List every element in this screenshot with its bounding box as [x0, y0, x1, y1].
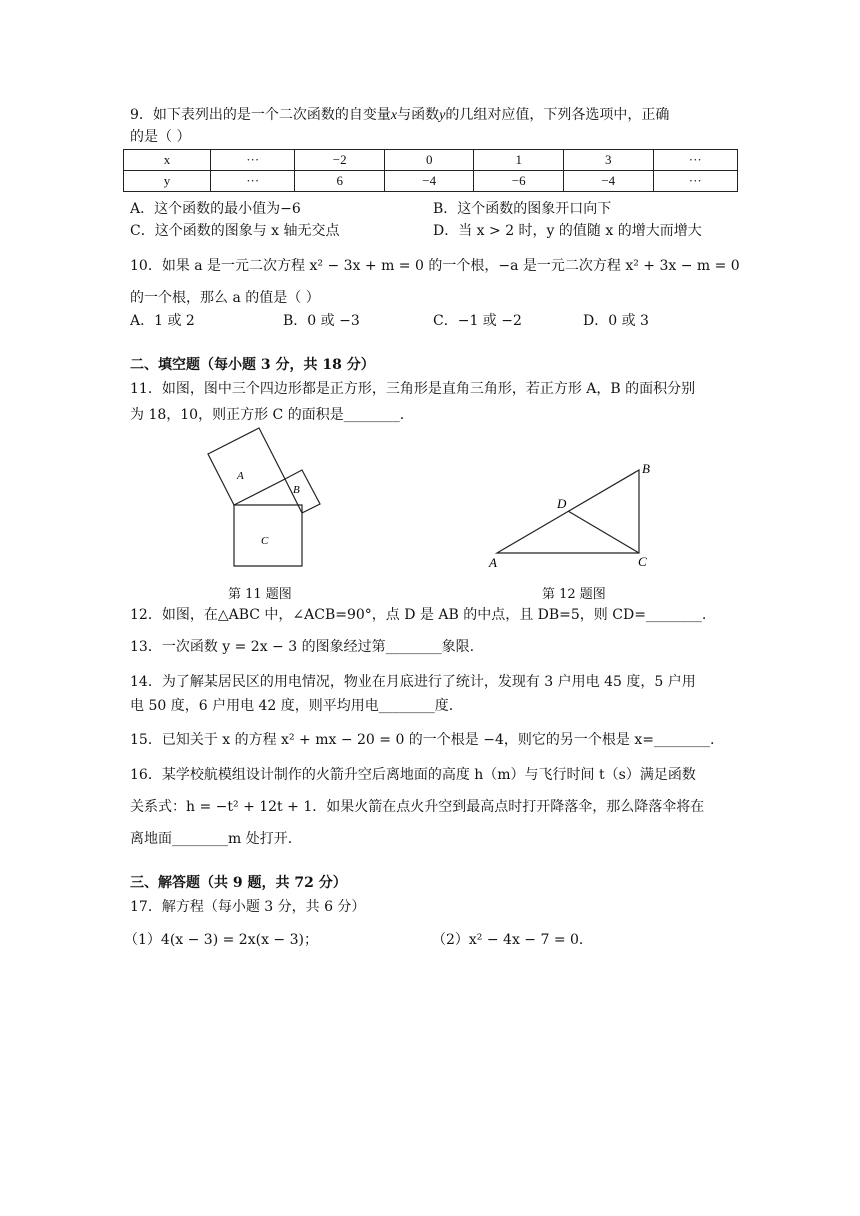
label-a: A — [237, 470, 244, 482]
q10-option-d: D．0 或 3 — [583, 313, 649, 329]
q16-line2: 关系式：h = −t² + 12t + 1．如果火箭在点火升空到最高点时打开降落伞，那么降落伞将在 — [130, 799, 705, 815]
q9-line2: 的是（ ） — [130, 129, 191, 145]
q16-line1: 16．某学校航模组设计制作的火箭升空后离地面的高度 h（m）与飞行时间 t（s）满足函数 — [130, 767, 696, 783]
label-a: A — [489, 555, 497, 570]
q11-figure — [200, 428, 330, 573]
section2-heading: 二、填空题（每小题 3 分，共 18 分） — [130, 357, 375, 373]
segment-cd — [568, 511, 639, 553]
section3-heading: 三、解答题（共 9 题，共 72 分） — [130, 875, 347, 891]
q9-line1: 9．如下表列出的是一个二次函数的自变量x与函数y的几组对应值，下列各选项中，正确 — [130, 107, 670, 123]
q17-part2: （2）x² − 4x − 7 = 0． — [432, 932, 593, 948]
table-cell: ··· — [211, 150, 295, 171]
q10-option-a: A．1 或 2 — [130, 313, 195, 329]
label-c: C — [638, 554, 647, 569]
q12-figure — [485, 458, 660, 570]
q9-option-b: B．这个函数的图象开口向下 — [433, 201, 612, 217]
table-cell: −4 — [563, 171, 653, 192]
table-cell: −4 — [384, 171, 474, 192]
table-cell: y — [124, 171, 211, 192]
table-cell: ··· — [211, 171, 295, 192]
q10-option-b: B．0 或 −3 — [283, 313, 360, 329]
q10-option-c: C．−1 或 −2 — [433, 313, 522, 329]
square-a — [208, 428, 285, 505]
q10-line2: 的一个根，那么 a 的值是（ ） — [130, 290, 320, 306]
table-cell: ··· — [653, 171, 738, 192]
q14-line2: 电 50 度，6 户用电 42 度，则平均用电________度. — [130, 698, 454, 714]
q10-line1: 10．如果 a 是一元二次方程 x² − 3x + m = 0 的一个根，−a 是一元二次方程 x² + 3x − m = 0 — [130, 258, 740, 274]
q11-line2: 为 18，10，则正方形 C 的面积是________. — [130, 407, 405, 423]
q17-part1: （1）4(x − 3) = 2x(x − 3)； — [124, 932, 318, 948]
q12-text: 12．如图，在△ABC 中，∠ACB=90°，点 D 是 AB 的中点，且 DB=5，则 CD=________. — [130, 607, 707, 623]
q9-option-c: C．这个函数的图象与 x 轴无交点 — [130, 223, 340, 239]
table-cell: 1 — [474, 150, 564, 171]
table-cell: 6 — [295, 171, 385, 192]
label-b: B — [642, 461, 650, 476]
q11-line1: 11．如图，图中三个四边形都是正方形，三角形是直角三角形，若正方形 A，B 的面积分别 — [130, 381, 696, 397]
label-d: D — [557, 496, 567, 511]
table-cell: −6 — [474, 171, 564, 192]
table-row-x — [124, 150, 738, 171]
q14-line1: 14．为了解某居民区的用电情况，物业在月底进行了统计，发现有 3 户用电 45 度，5 户用 — [130, 674, 696, 690]
q17-line1: 17．解方程（每小题 3 分，共 6 分） — [130, 899, 366, 915]
table-cell: 3 — [563, 150, 653, 171]
q16-line3: 离地面________m 处打开. — [130, 831, 293, 847]
table-cell: −2 — [295, 150, 385, 171]
q9-option-d: D．当 x > 2 时，y 的值随 x 的增大而增大 — [433, 223, 702, 239]
q15-text: 15．已知关于 x 的方程 x² + mx − 20 = 0 的一个根是 −4，则它的另一个根是 x=________. — [130, 732, 715, 748]
table-cell: 0 — [384, 150, 474, 171]
q9-option-a: A．这个函数的最小值为−6 — [130, 201, 301, 217]
table-row-y — [124, 171, 738, 192]
q9-value-table — [123, 149, 738, 192]
q13-text: 13．一次函数 y = 2x − 3 的图象经过第________象限. — [130, 639, 475, 655]
label-b: B — [293, 484, 300, 496]
table-cell: x — [124, 150, 211, 171]
q11-caption: 第 11 题图 — [228, 587, 292, 602]
q12-caption: 第 12 题图 — [542, 587, 606, 602]
table-cell: ··· — [653, 150, 738, 171]
label-c: C — [261, 535, 269, 547]
